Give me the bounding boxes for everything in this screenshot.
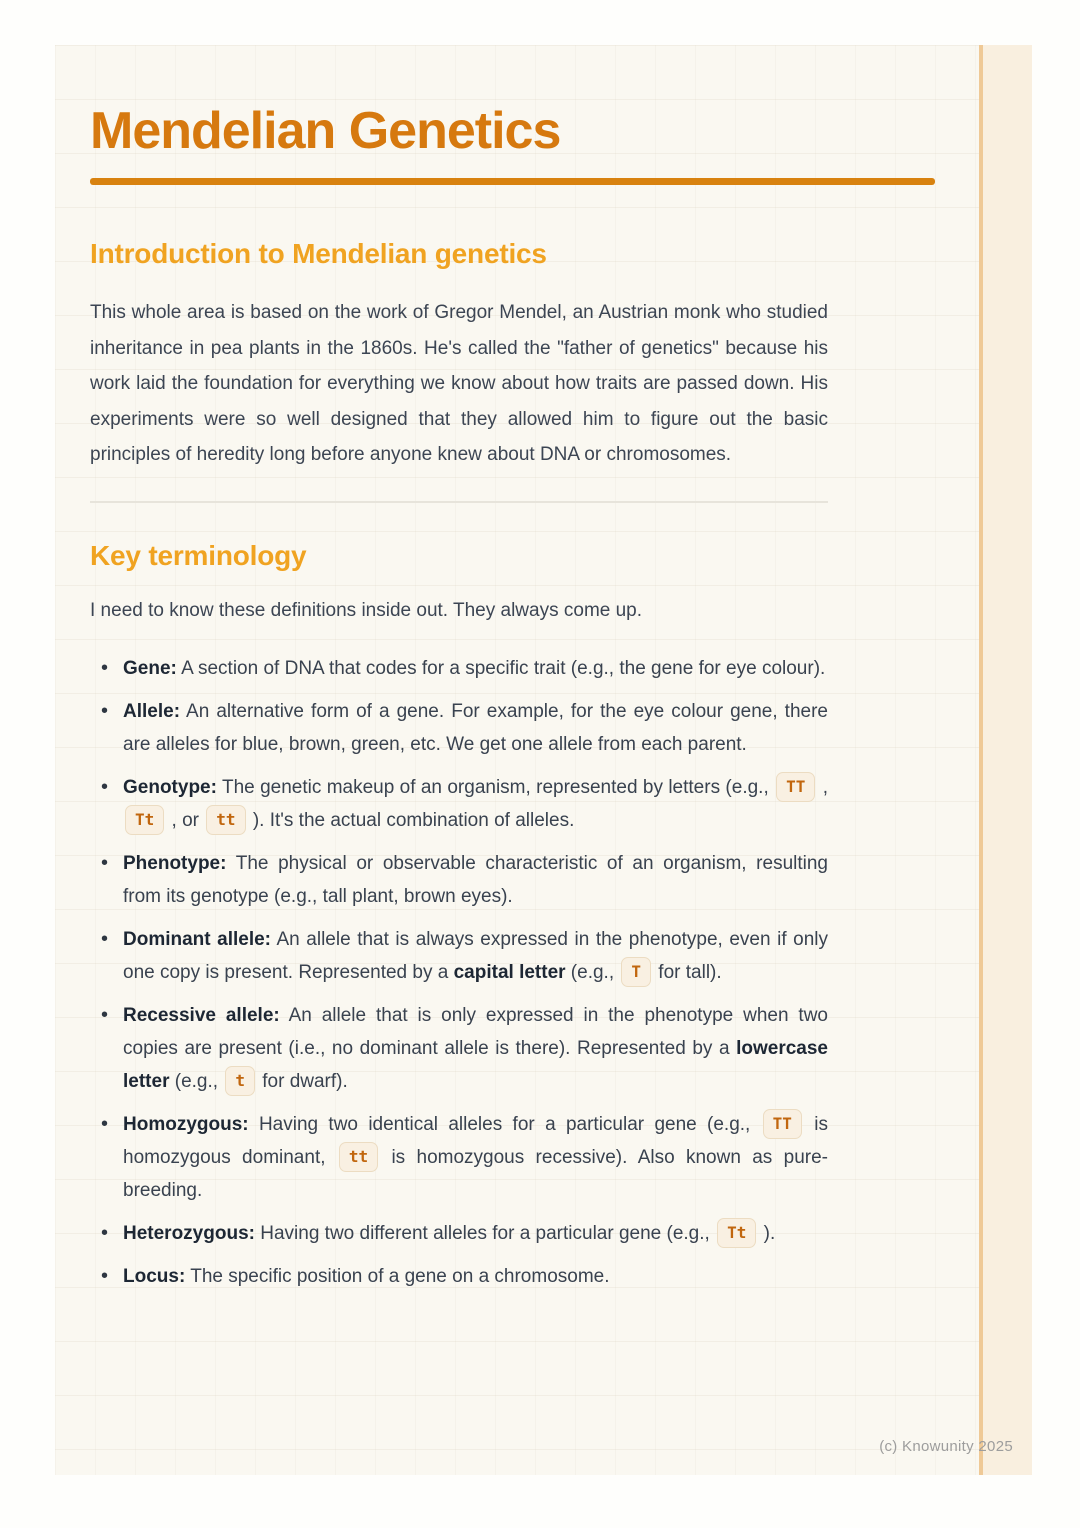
term-definition-text: , (817, 777, 828, 798)
term-definition-text: ). It's the actual combination of alleles. (247, 810, 575, 831)
term-name: Gene: (123, 658, 177, 679)
term-name: Allele: (123, 701, 181, 722)
allele-code-chip: tt (339, 1142, 378, 1172)
term-definition-text: A section of DNA that codes for a specific trait (e.g., the gene for eye colour). (176, 658, 826, 679)
allele-code-chip: TT (776, 772, 815, 802)
term-definition-text: is homozygous dominant, (123, 1114, 828, 1168)
notebook-margin-stripe (979, 45, 1032, 1475)
section-heading-introduction: Introduction to Mendelian genetics (90, 238, 547, 269)
term-definition-text: is homozygous recessive). Also known as pure-breeding. (123, 1147, 828, 1201)
allele-code-chip: TT (763, 1109, 802, 1139)
page-content (55, 45, 828, 1293)
term-name: Genotype: (123, 777, 217, 798)
term-item (90, 695, 828, 761)
term-item (90, 771, 828, 837)
emphasis-bold: lowercase letter (123, 1038, 828, 1092)
term-item (90, 652, 828, 685)
term-definition-text: The physical or observable characteristic of an organism, resulting from its genotype (e.g., tall plant, brown eyes). (123, 853, 828, 907)
term-item (90, 847, 828, 913)
term-item (90, 1108, 828, 1207)
term-name: Locus: (123, 1266, 186, 1287)
allele-code-chip: Tt (717, 1218, 756, 1248)
emphasis-bold: capital letter (453, 962, 566, 983)
allele-code-chip: tt (206, 805, 245, 835)
allele-code-chip: t (225, 1066, 255, 1096)
term-name: Recessive allele: (123, 1005, 280, 1026)
term-definition-text: An alternative form of a gene. For example, for the eye colour gene, there are alleles for blue, brown, green, etc. We get one allele from each parent. (123, 701, 828, 755)
term-item (90, 923, 828, 989)
term-definition-text: for tall). (653, 962, 722, 983)
term-definition-text: ). (758, 1223, 776, 1244)
title-underline-rule (90, 178, 935, 185)
term-definition-text: for dwarf). (256, 1071, 348, 1092)
introduction-paragraph: This whole area is based on the work of Gregor Mendel, an Austrian monk who studied inheritance in pea plants in the 1860s. He's called the "father of genetics" because his work laid the foundation for everything we know about how traits are passed down. His experiments were so well designed that they allowed him to figure out the basic principles of heredity long before anyone knew about DNA or chromosomes. (90, 302, 828, 465)
term-definition-text: , or (166, 810, 205, 831)
allele-code-chip: Tt (125, 805, 164, 835)
term-item (90, 1217, 828, 1250)
term-name: Homozygous: (123, 1114, 249, 1135)
term-definition-text: An allele that is only expressed in the phenotype when two copies are present (i.e., no dominant allele is there). Represented by a (123, 1005, 828, 1059)
term-name: Heterozygous: (123, 1223, 255, 1244)
term-definition-text: An allele that is always expressed in the phenotype, even if only one copy is present. Represented by a (123, 929, 828, 983)
term-name: Dominant allele: (123, 929, 272, 950)
term-definition-text: (e.g., (565, 962, 620, 983)
watermark: (c) Knowunity 2025 (879, 1438, 1013, 1455)
term-definition-text: The specific position of a gene on a chromosome. (185, 1266, 610, 1287)
term-item (90, 999, 828, 1098)
term-name: Phenotype: (123, 853, 227, 874)
term-definition-text: (e.g., (169, 1071, 224, 1092)
section-heading-key-terminology: Key terminology (90, 539, 307, 571)
term-definition-text: Having two identical alleles for a particular gene (e.g., (248, 1114, 761, 1135)
term-item (90, 1260, 828, 1293)
document-page (55, 45, 1032, 1475)
section-divider (90, 501, 828, 503)
allele-code-chip: T (621, 957, 651, 987)
term-definition-text: Having two different alleles for a particular gene (e.g., (254, 1223, 716, 1244)
page-title: Mendelian Genetics (90, 102, 561, 160)
term-definition-text: The genetic makeup of an organism, represented by letters (e.g., (216, 777, 775, 798)
terminology-list (90, 652, 828, 1293)
key-terminology-lead: I need to know these definitions inside out. They always come up. (90, 599, 643, 621)
